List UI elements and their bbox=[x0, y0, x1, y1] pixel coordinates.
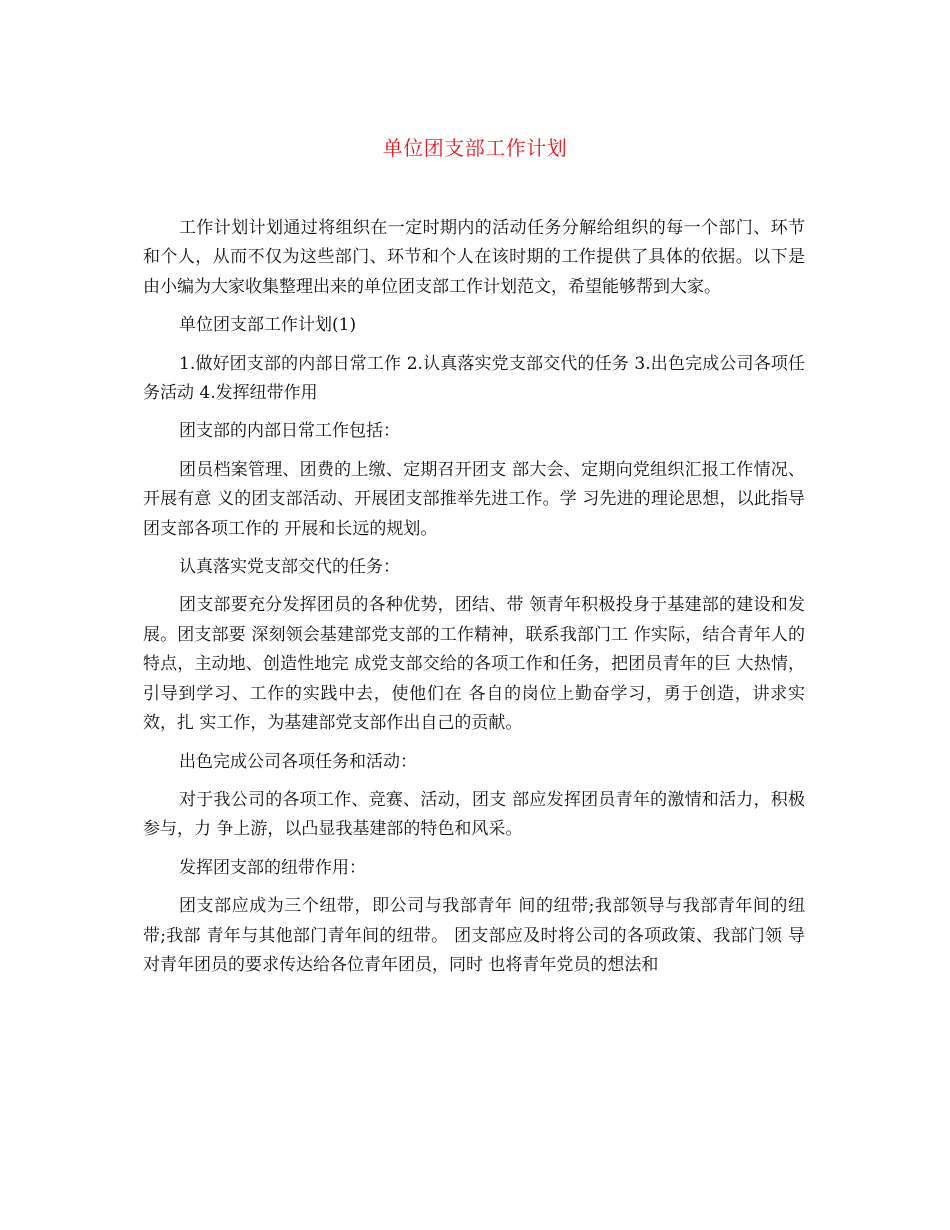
party-tasks-heading: 认真落实党支部交代的任务： bbox=[179, 557, 400, 578]
document-title: 单位团支部工作计划 bbox=[382, 136, 568, 160]
section-heading-plan-1: 单位团支部工作计划(1) bbox=[179, 315, 357, 336]
bridge-role-paragraph: 团支部应成为三个纽带，即公司与我部青年 间的纽带;我部领导与我部青年间的纽带;我部 青年与其他部门青年间的纽带。 团支部应及时将公司的各项政策、我部门领 导对青年团员的要求传达给各位青年团员，同时 也将青年党员的想法和 bbox=[143, 896, 805, 975]
company-tasks-heading: 出色完成公司各项任务和活动： bbox=[179, 751, 417, 772]
document-body bbox=[143, 214, 805, 989]
party-tasks-paragraph: 团支部要充分发挥团员的各种优势，团结、带 领青年积极投身于基建部的建设和发展。团支部要 深刻领会基建部党支部的工作精神，联系我部门工 作实际，结合青年人的特点，主动地、创造性地完 成党支部交给的各项工作和任务，把团员青年的巨 大热情，引导到学习、工作的实践中去，使他们在 各自的岗位上勤奋学习，勇于创造，讲求实效，扎 实工作，为基建部党支部作出自己的贡献。 bbox=[143, 595, 805, 734]
company-tasks-paragraph: 对于我公司的各项工作、竞赛、活动，团支 部应发挥团员青年的激情和活力，积极参与，力 争上游，以凸显我基建部的特色和风采。 bbox=[143, 789, 805, 840]
daily-work-heading: 团支部的内部日常工作包括： bbox=[179, 421, 400, 442]
bridge-role-heading: 发挥团支部的纽带作用： bbox=[179, 857, 366, 878]
plan-items-paragraph: 1.做好团支部的内部日常工作 2.认真落实党支部交代的任务 3.出色完成公司各项任务活动 4.发挥纽带作用 bbox=[143, 353, 805, 404]
daily-work-paragraph: 团员档案管理、团费的上缴、定期召开团支 部大会、定期向党组织汇报工作情况、开展有意 义的团支部活动、开展团支部推举先进工作。学 习先进的理论思想，以此指导团支部各项工作的 开展和长远的规划。 bbox=[143, 459, 805, 539]
intro-paragraph: 工作计划计划通过将组织在一定时期内的活动任务分解给组织的每一个部门、环节和个人，从而不仅为这些部门、环节和个人在该时期的工作提供了具体的依据。以下是由小编为大家收集整理出来的单位团支部工作计划范文，希望能够帮到大家。 bbox=[143, 218, 805, 297]
